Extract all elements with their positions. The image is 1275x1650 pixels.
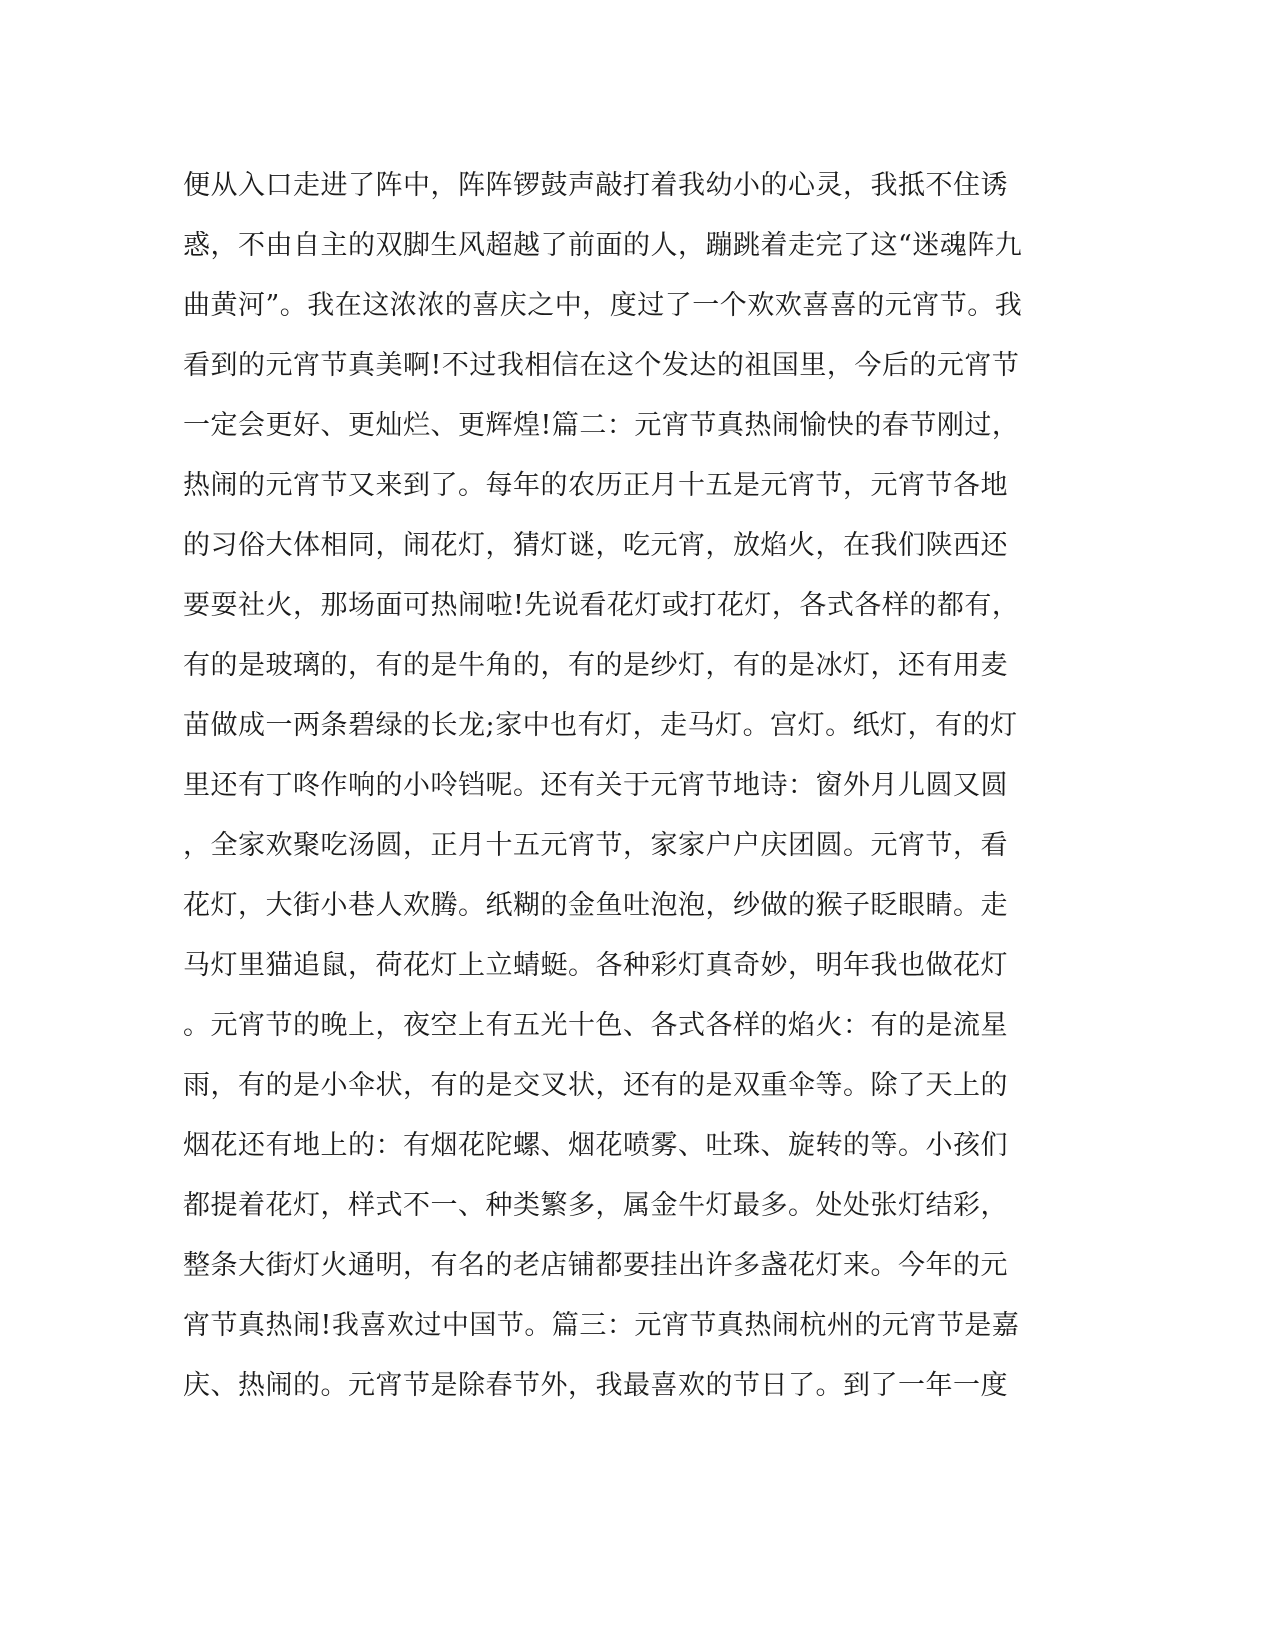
text-line: 烟花还有地上的：有烟花陀螺、烟花喷雾、吐珠、旋转的等。小孩们 bbox=[183, 1130, 1008, 1161]
text-line: 都提着花灯，样式不一、种类繁多，属金牛灯最多。处处张灯结彩， bbox=[183, 1190, 1008, 1221]
text-line: 苗做成一两条碧绿的长龙;家中也有灯，走马灯。宫灯。纸灯，有的灯 bbox=[183, 710, 1018, 741]
text-line: 里还有丁咚作响的小呤铛呢。还有关于元宵节地诗：窗外月儿圆又圆 bbox=[183, 770, 1008, 801]
text-line: ，全家欢聚吃汤圆，正月十五元宵节，家家户户庆团圆。元宵节，看 bbox=[183, 830, 1008, 861]
text-line: 马灯里猫追鼠，荷花灯上立蜻蜓。各种彩灯真奇妙，明年我也做花灯 bbox=[183, 950, 1008, 981]
text-line: 的习俗大体相同，闹花灯，猜灯谜，吃元宵，放焰火，在我们陕西还 bbox=[183, 530, 1008, 561]
text-line: 整条大街灯火通明，有名的老店铺都要挂出许多盏花灯来。今年的元 bbox=[183, 1250, 1008, 1281]
text-line: 有的是玻璃的，有的是牛角的，有的是纱灯，有的是冰灯，还有用麦 bbox=[183, 650, 1008, 681]
text-line: 雨，有的是小伞状，有的是交叉状，还有的是双重伞等。除了天上的 bbox=[183, 1070, 1008, 1101]
text-line: 曲黄河”。我在这浓浓的喜庆之中，度过了一个欢欢喜喜的元宵节。我 bbox=[183, 290, 1023, 321]
text-line: 看到的元宵节真美啊!不过我相信在这个发达的祖国里，今后的元宵节 bbox=[183, 350, 1020, 381]
body-text bbox=[183, 156, 1043, 1416]
text-line: 宵节真热闹!我喜欢过中国节。篇三：元宵节真热闹杭州的元宵节是嘉 bbox=[183, 1310, 1020, 1341]
text-line: 惑，不由自主的双脚生风超越了前面的人，蹦跳着走完了这“迷魂阵九 bbox=[183, 230, 1023, 261]
text-line: 花灯，大街小巷人欢腾。纸糊的金鱼吐泡泡，纱做的猴子眨眼睛。走 bbox=[183, 890, 1008, 921]
text-line: 热闹的元宵节又来到了。每年的农历正月十五是元宵节，元宵节各地 bbox=[183, 470, 1008, 501]
text-line: 。元宵节的晚上，夜空上有五光十色、各式各样的焰火：有的是流星 bbox=[183, 1010, 1008, 1041]
text-line: 要耍社火，那场面可热闹啦!先说看花灯或打花灯，各式各样的都有， bbox=[183, 590, 1020, 621]
text-line: 庆、热闹的。元宵节是除春节外，我最喜欢的节日了。到了一年一度 bbox=[183, 1370, 1008, 1401]
text-line: 一定会更好、更灿烂、更辉煌!篇二：元宵节真热闹愉快的春节刚过， bbox=[183, 410, 1020, 441]
text-line: 便从入口走进了阵中，阵阵锣鼓声敲打着我幼小的心灵，我抵不住诱 bbox=[183, 170, 1008, 201]
